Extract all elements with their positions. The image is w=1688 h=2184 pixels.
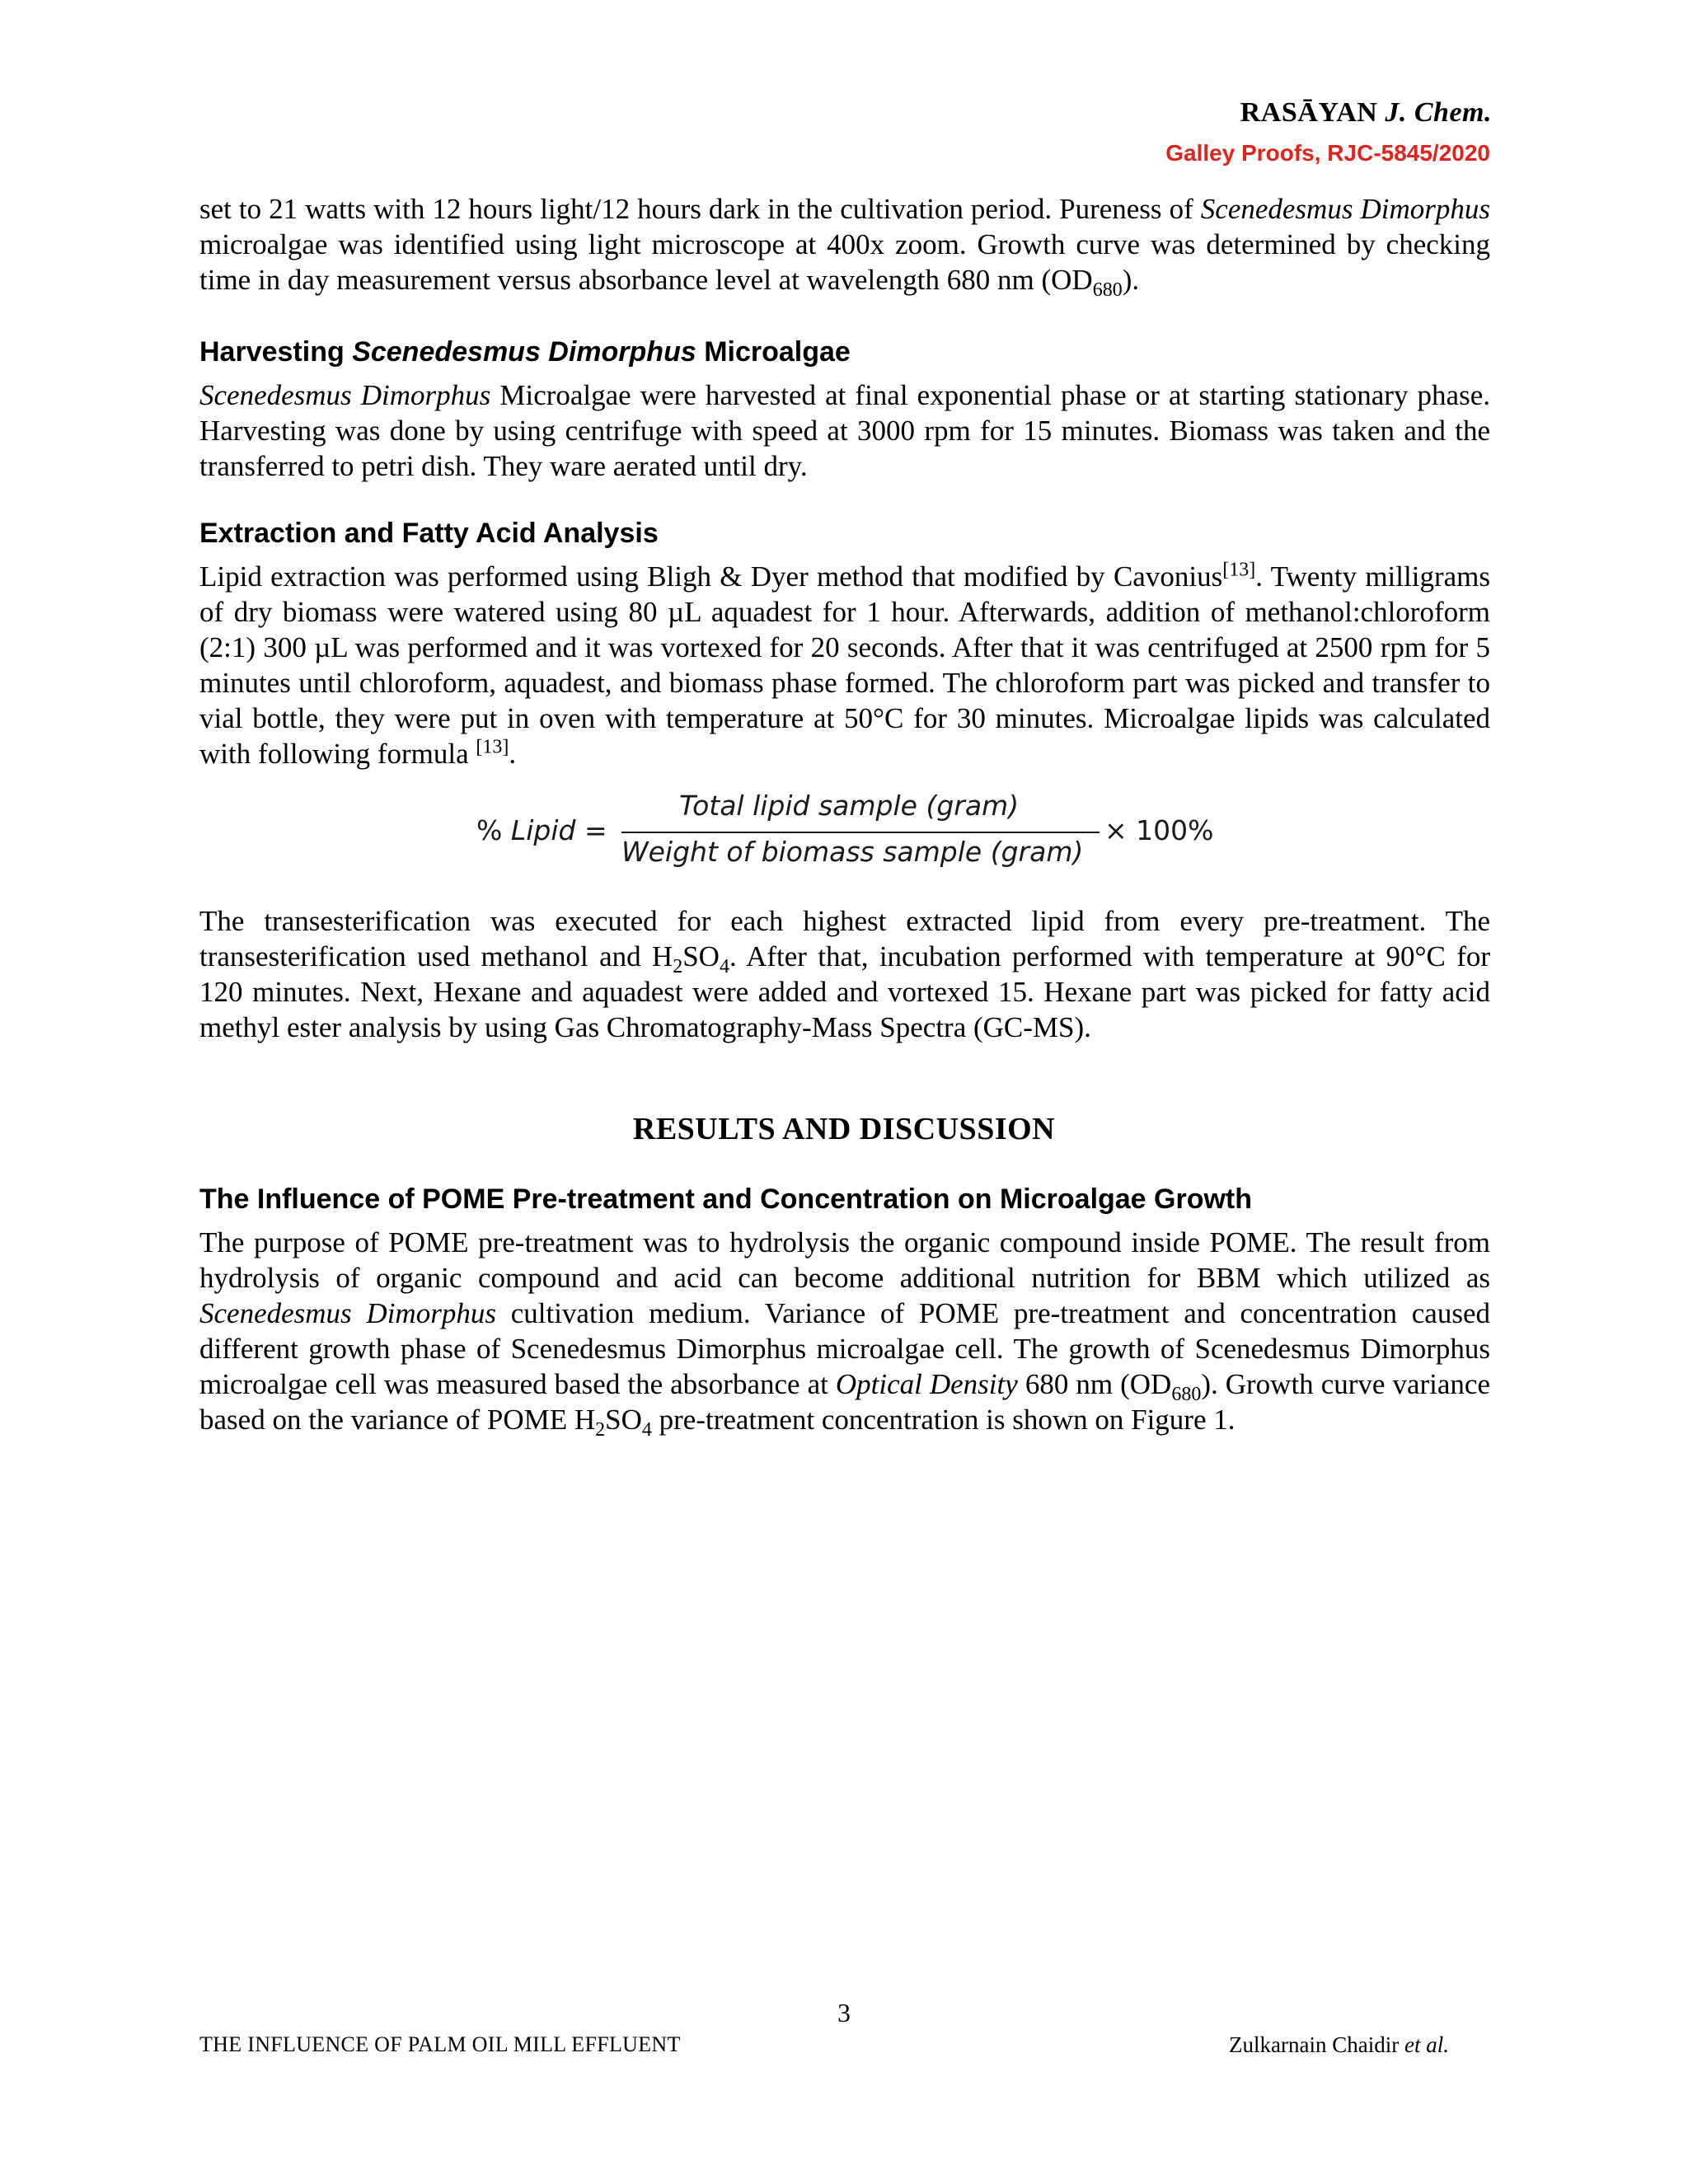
citation: [13] xyxy=(476,736,509,758)
harvesting-heading: Harvesting Scenedesmus Dimorphus Microalgae xyxy=(199,336,851,368)
species-name: Scenedesmus Dimorphus xyxy=(1200,193,1490,225)
results-section-heading: RESULTS AND DISCUSSION xyxy=(632,1112,1056,1146)
citation: [13] xyxy=(1222,559,1256,581)
journal-logo xyxy=(1240,97,1492,129)
journal-suffix: J. Chem. xyxy=(1385,97,1492,128)
species-name: Scenedesmus Dimorphus xyxy=(199,379,491,411)
transesterification-paragraph: The transesterification was executed for each highest extracted lipid from every pre-treatment. The transesterification used methanol and $H_2SO_4$. After that, incubation performed with temperature at 90°C for 120 minutes. Next, Hexane and aquadest were added and vortexed 15. Hexane part was picked for fatty acid methyl ester analysis by using Gas Chromatography-Mass Spectra (GC-MS). xyxy=(199,905,1491,1043)
formula-denominator: Weight of biomass sample (gram) xyxy=(621,836,1084,868)
formula-numerator: Total lipid sample (gram) xyxy=(679,790,1020,822)
running-title: THE INFLUENCE OF PALM OIL MILL EFFLUENT xyxy=(199,2032,681,2056)
lipid-formula xyxy=(476,790,1218,880)
pome-influence-heading: The Influence of POME Pre-treatment and Concentration on Microalgae Growth xyxy=(199,1183,1253,1215)
footer-author: Zulkarnain Chaidir et al. xyxy=(1229,2032,1449,2057)
formula-rhs: × 100% xyxy=(1104,814,1214,846)
extraction-heading: Extraction and Fatty Acid Analysis xyxy=(199,518,659,549)
galley-proof-note: Galley Proofs, RJC-5845/2020 xyxy=(1165,140,1490,166)
formula-lhs: % Lipid = xyxy=(476,814,607,846)
journal-name: RASĀYAN xyxy=(1240,97,1378,128)
page-number: 3 xyxy=(837,1998,851,2027)
extraction-paragraph: Lipid extraction was performed using Bligh & Dyer method that modified by Cavonius[13]. Twenty milligrams of dry biomass were watered using 80 µL aquadest for 1 hour. Afterwards, addition of methanol:chloroform (2:1) 300 µL was performed and it was vortexed for 20 seconds. After that it was centrifuged at 2500 rpm for 5 minutes until chloroform, aquadest, and biomass phase formed. The chloroform part was picked and transfer to vial bottle, they were put in oven with temperature at 50°C for 30 minutes. Microalgae lipids was calculated with following formula [13]. xyxy=(199,559,1490,770)
harvesting-paragraph: Scenedesmus Dimorphus Microalgae were harvested at final exponential phase or at starting stationary phase. Harvesting was done by using centrifuge with speed at 3000 rpm for 15 minutes. Biomass was taken and the transferred to petri dish. They ware aerated until dry. xyxy=(199,379,1490,482)
results-paragraph: The purpose of POME pre-treatment was to hydrolysis the organic compound inside POME. The result from hydrolysis of organic compound and acid can become additional nutrition for BBM which utilized as Scenedesmus Dimorphus cultivation medium. Variance of POME pre-treatment and concentration caused different growth phase of Scenedesmus Dimorphus microalgae cell. The growth of Scenedesmus Dimorphus microalgae cell was measured based the absorbance at Optical Density 680 nm $(OD_{680})$. Growth curve variance based on the variance of POME $H_2SO_4$ pre-treatment concentration is shown on Figure 1. xyxy=(199,1226,1490,1441)
fraction-bar xyxy=(621,832,1100,833)
species-name: Scenedesmus Dimorphus xyxy=(199,1297,496,1329)
intro-paragraph: set to 21 watts with 12 hours light/12 hours dark in the cultivation period. Pureness of Scenedesmus Dimorphus microalgae was identified using light microscope at 400x zoom. Growth curve was determined by checking time in day measurement versus absorbance level at wavelength 680 nm $(OD_{680})$. xyxy=(199,193,1490,301)
